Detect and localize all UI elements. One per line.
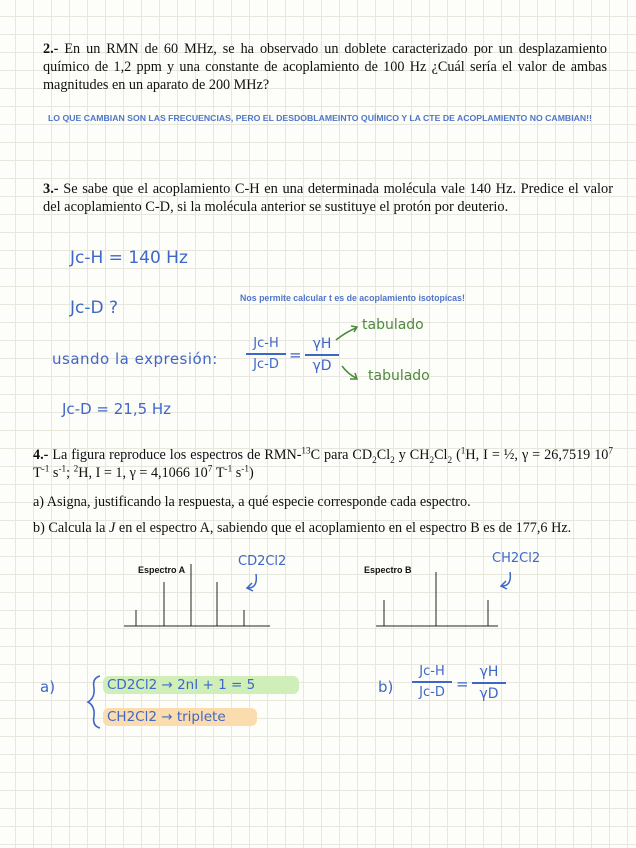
answer-b-fraction-left xyxy=(412,664,452,700)
fraction-bar xyxy=(412,681,452,683)
spectrum-a xyxy=(118,560,278,632)
tabulado-top: tabulado xyxy=(362,317,424,333)
p4-sup: -1 xyxy=(41,463,50,474)
spectrum-b-label: Espectro B xyxy=(364,565,412,575)
p4-sub: 2 xyxy=(372,454,377,465)
fraction-bar xyxy=(472,682,506,684)
p4b-j: J xyxy=(109,520,116,536)
p4-sub: 2 xyxy=(390,454,395,465)
p4-text: Cl xyxy=(434,447,448,463)
p4b-text: en el espectro A, sabiendo que el acoplamiento en el espectro B es de 177,6 Hz. xyxy=(115,520,572,536)
fraction-equals: = xyxy=(289,346,302,364)
hw-jcd-question: Jc-D ? xyxy=(70,298,119,318)
p4-sup: -1 xyxy=(224,463,233,474)
p4-text: C para CD xyxy=(310,447,373,463)
p4-sub: 2 xyxy=(429,454,435,465)
p4-text: Cl xyxy=(376,447,391,463)
answer-b-num-gammah: γH xyxy=(479,664,499,680)
hw-label-ch2cl2: CH2Cl2 xyxy=(492,551,541,566)
p4-text: s xyxy=(232,465,242,481)
problem-3-note: Nos permite calcular t es de acoplamiento isotopicas! xyxy=(240,293,465,303)
problem-2-note: LO QUE CAMBIAN SON LAS FRECUENCIAS, PERO EL DESDOBLAMEINTO QUÍMICO Y LA CTE DE ACOPLAMIENTO NO CAMBIAN!! xyxy=(48,113,592,123)
p4-text: H, I = 1, γ = 4,1066 10 xyxy=(78,465,208,481)
p4-sup: 1 xyxy=(460,445,466,456)
brace-icon xyxy=(86,674,104,730)
problem-3 xyxy=(43,180,613,216)
tabulado-bottom: tabulado xyxy=(368,368,430,384)
answer-a-line1: CD2Cl2 → 2nI + 1 = 5 xyxy=(107,677,256,693)
hw-result-jcd: Jc-D = 21,5 Hz xyxy=(62,400,172,418)
problem-2 xyxy=(43,40,607,94)
problem-2-number: 2.- xyxy=(43,41,59,57)
problem-2-text: En un RMN de 60 MHz, se ha observado un doblete caracterizado por un desplazamiento químico de 1,2 ppm y una constante de acoplamiento de 100 Hz ¿Cuál sería el valor de ambas magnitudes en un aparato de 200 MHz? xyxy=(43,41,607,93)
problem-3-number: 3.- xyxy=(43,181,59,197)
answer-b-label: b) xyxy=(378,678,394,696)
p4-sup: 7 xyxy=(207,463,213,474)
answer-b-num-jch: Jc-H xyxy=(419,664,445,679)
p4-text: s xyxy=(49,465,59,481)
problem-4-part-b xyxy=(33,519,613,537)
p4-text: ( xyxy=(452,447,461,463)
answer-b-den-gammad: γD xyxy=(479,685,499,702)
p4b-text: b) Calcula la xyxy=(33,520,110,536)
problem-4-statement xyxy=(33,446,613,482)
problem-4-number: 4.- xyxy=(33,447,49,463)
fraction-den-jcd: Jc-D xyxy=(253,356,279,372)
answer-b-den-jcd: Jc-D xyxy=(419,684,445,700)
arrow-down-icon xyxy=(244,572,264,596)
answer-b-fraction-right xyxy=(472,664,506,702)
p4-text: T xyxy=(212,465,225,481)
p4-text: 26,7519 10 xyxy=(544,447,609,463)
p4-sup: -1 xyxy=(58,463,67,474)
p4-sup: 13 xyxy=(301,445,311,456)
fraction-bar xyxy=(246,353,286,355)
p4-text: y CH xyxy=(394,447,430,463)
p4-text: ) xyxy=(248,465,254,481)
answer-a-label: a) xyxy=(40,678,56,696)
p4-sup: 7 xyxy=(608,445,614,456)
problem-3-text: Se sabe que el acoplamiento C-H en una determinada molécula vale 140 Hz. Predice el valor del acoplamiento C-D, si la molécula anterior se sustituye el protón por deuterio. xyxy=(43,181,613,215)
hw-using-expression: usando la expresión: xyxy=(52,350,218,368)
fraction-num-jch: Jc-H xyxy=(253,336,279,351)
p4-sub: 2 xyxy=(447,454,453,465)
p4-text: H, I = ½, γ = xyxy=(465,447,541,463)
fraction-num-gammah: γH xyxy=(312,336,332,352)
fraction-j-left xyxy=(246,336,286,372)
p4-text: T xyxy=(33,465,42,481)
p4-text: La figura reproduce los espectros de RMN- xyxy=(52,447,302,463)
p4-sup: 2 xyxy=(73,463,79,474)
hw-jch-value: Jc-H = 140 Hz xyxy=(70,248,188,268)
spectrum-a-label: Espectro A xyxy=(138,565,186,575)
problem-4-part-a: a) Asigna, justificando la respuesta, a qué especie corresponde cada espectro. xyxy=(33,494,471,510)
fraction-den-gammad: γD xyxy=(312,357,332,374)
answer-b-equals: = xyxy=(456,675,469,693)
p4-sup: -1 xyxy=(241,463,249,474)
answer-a-line2: CH2Cl2 → triplete xyxy=(107,709,226,725)
hw-label-cd2cl2: CD2Cl2 xyxy=(238,554,287,569)
arrow-down-icon xyxy=(498,570,518,594)
spectrum-b xyxy=(372,560,502,632)
p4-text: ; xyxy=(66,465,74,481)
